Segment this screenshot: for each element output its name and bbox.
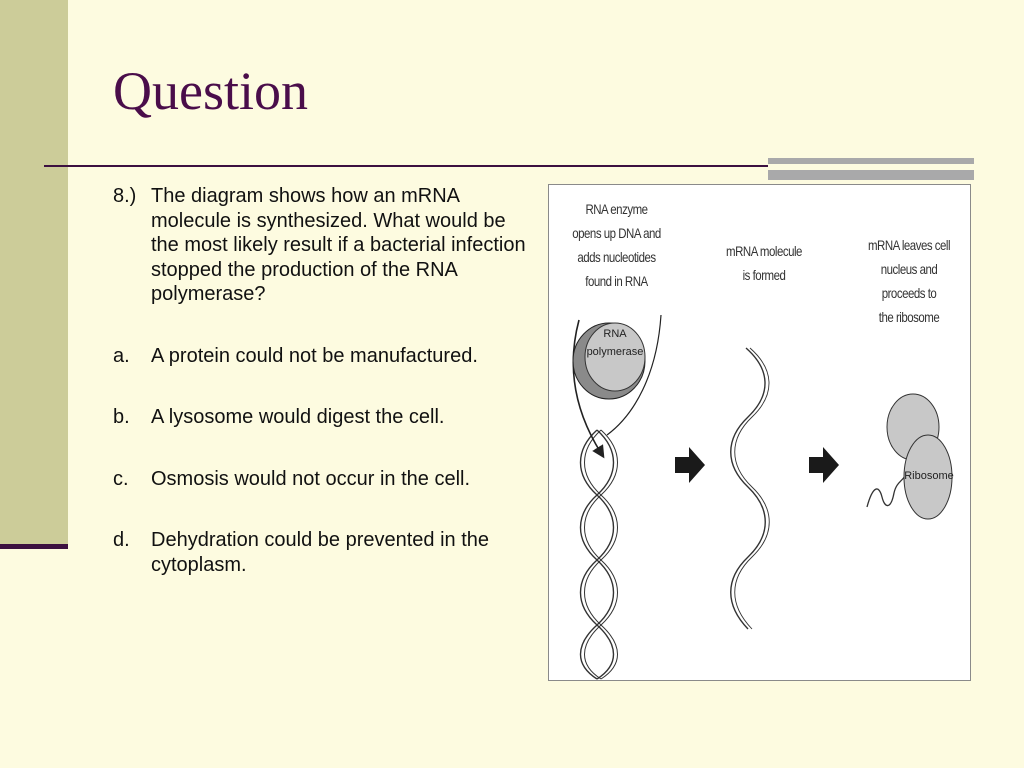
caption-line: found in RNA [585,273,648,289]
option-letter: a. [113,344,130,367]
caption-line: proceeds to [881,285,937,301]
option-b [113,405,533,430]
option-letter: d. [113,529,130,551]
caption-line: adds nucleotides [577,249,656,265]
step1-caption [569,197,663,293]
option-a [113,344,533,369]
rna-polymerase-label-line-1: RNA [603,328,627,340]
caption-line: the ribosome [878,309,940,325]
slide-title: Question [113,61,308,121]
title-gray-bar-gap [768,164,974,170]
step-arrow-1 [675,447,705,483]
caption-line: mRNA leaves cell [867,237,951,253]
caption-line: is formed [742,267,786,283]
option-c [113,467,533,492]
rna-polymerase-label-line-2: polymerase [586,346,644,358]
option-text: Dehydration could be prevented in the cytoplasm. [151,529,490,576]
left-decorative-band [0,0,68,548]
option-d [113,528,533,577]
caption-line: nucleus and [880,261,938,277]
step-arrow-2 [809,447,839,483]
question-stem [113,184,533,307]
ribosome-label: Ribosome [904,470,954,482]
caption-line: opens up DNA and [572,225,661,241]
mrna-tail [867,471,907,507]
option-letter: b. [113,406,130,428]
step2-caption [719,239,809,287]
question-text: The diagram shows how an mRNA molecule is synthesized. What would be the most likely result if a bacterial infection stopped the production of the RNA polymerase? [151,185,526,305]
caption-line: mRNA molecule [726,243,802,259]
mrna-strand [731,348,766,629]
mrna-synthesis-diagram [548,184,971,681]
option-text: Osmosis would not occur in the cell. [151,467,471,490]
question-block [113,184,533,577]
caption-line: RNA enzyme [585,201,648,217]
option-text: A protein could not be manufactured. [151,344,478,367]
option-letter: c. [113,467,129,490]
dna-strand-2 [581,430,614,679]
question-number: 8.) [113,185,137,207]
option-text: A lysosome would digest the cell. [151,406,445,428]
dna-strand-1 [581,430,614,679]
left-accent-bar [0,544,68,549]
step3-caption [860,233,958,329]
